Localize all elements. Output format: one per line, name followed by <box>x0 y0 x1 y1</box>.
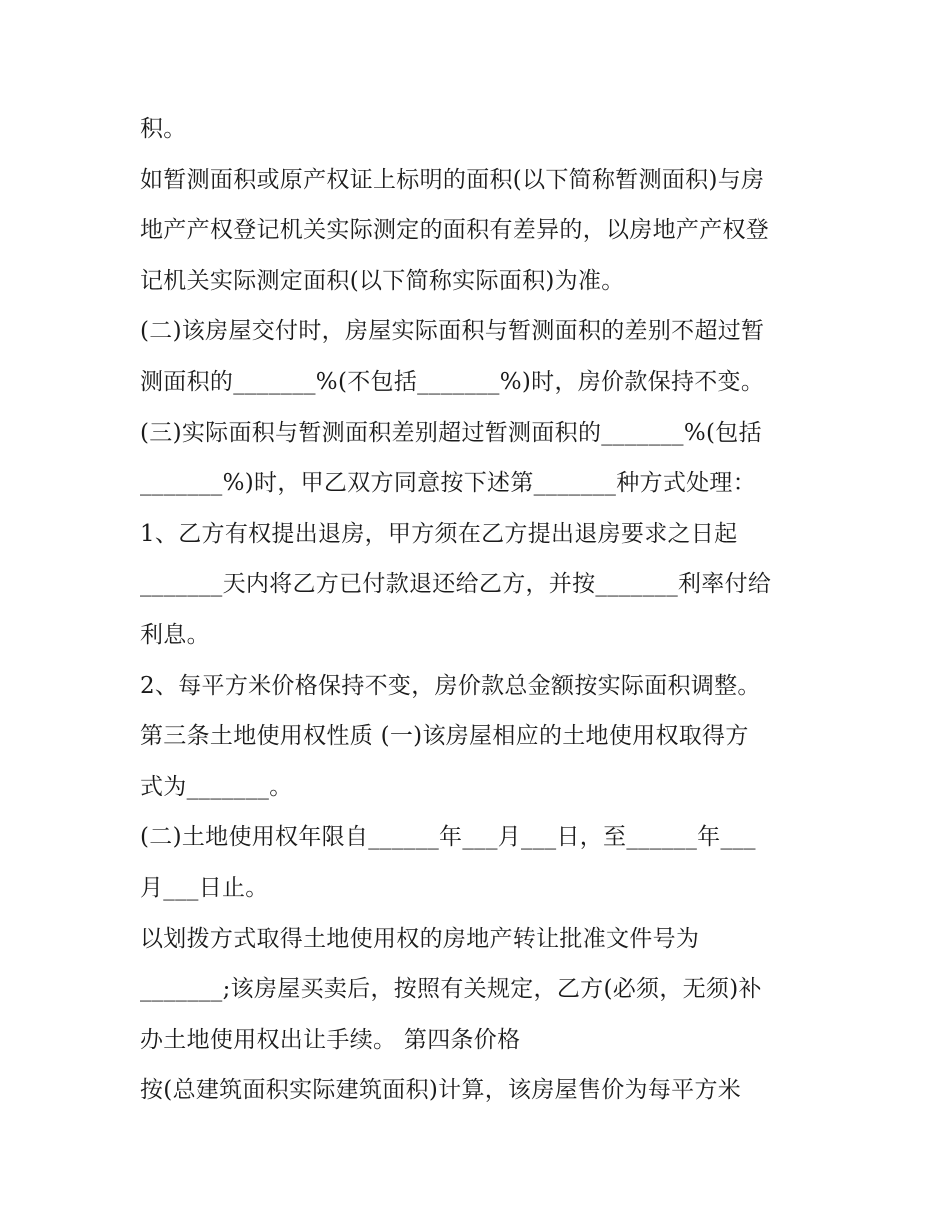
text-line: 积。 <box>140 116 187 142</box>
text-line: 利息。 <box>140 621 210 648</box>
text-line: _______%)时，甲乙双方同意按下述第_______种方式处理： <box>140 470 757 497</box>
text-line: 地产产权登记机关实际测定的面积有差异的，以房地产产权登 <box>140 217 770 244</box>
text-line: 按(总建筑面积实际建筑面积)计算，该房屋售价为每平方米 <box>140 1077 742 1104</box>
text-line: 如暂测面积或原产权证上标明的面积(以下简称暂测面积)与房 <box>140 166 765 193</box>
contract-text <box>140 104 830 1116</box>
text-line: 测面积的_______%(不包括_______%)时，房价款保持不变。 <box>140 368 765 395</box>
text-line: 办土地使用权出让手续。 第四条价格 <box>140 1026 521 1053</box>
text-line: _______天内将乙方已付款退还给乙方，并按_______利率付给 <box>140 571 772 598</box>
text-line: (三)实际面积与暂测面积差别超过暂测面积的_______%(包括 <box>140 419 762 446</box>
text-line: 式为_______。 <box>140 773 293 800</box>
text-line: 月___日止。 <box>140 874 269 901</box>
text-line: 以划拨方式取得土地使用权的房地产转让批准文件号为 <box>140 925 700 952</box>
text-line: _______;该房屋买卖后，按照有关规定，乙方(必须，无须)补 <box>140 976 762 1003</box>
text-line: 2、每平方米价格保持不变，房价款总金额按实际面积调整。 <box>140 672 761 699</box>
text-line: (二)土地使用权年限自______年___月___日，至______年___ <box>140 824 756 851</box>
text-line: 第三条土地使用权性质 (一)该房屋相应的土地使用权取得方 <box>140 723 749 750</box>
text-line: (二)该房屋交付时，房屋实际面积与暂测面积的差别不超过暂 <box>140 318 765 345</box>
text-line: 1、乙方有权提出退房，甲方须在乙方提出退房要求之日起 <box>140 520 738 547</box>
text-line: 记机关实际测定面积(以下简称实际面积)为准。 <box>140 267 625 294</box>
